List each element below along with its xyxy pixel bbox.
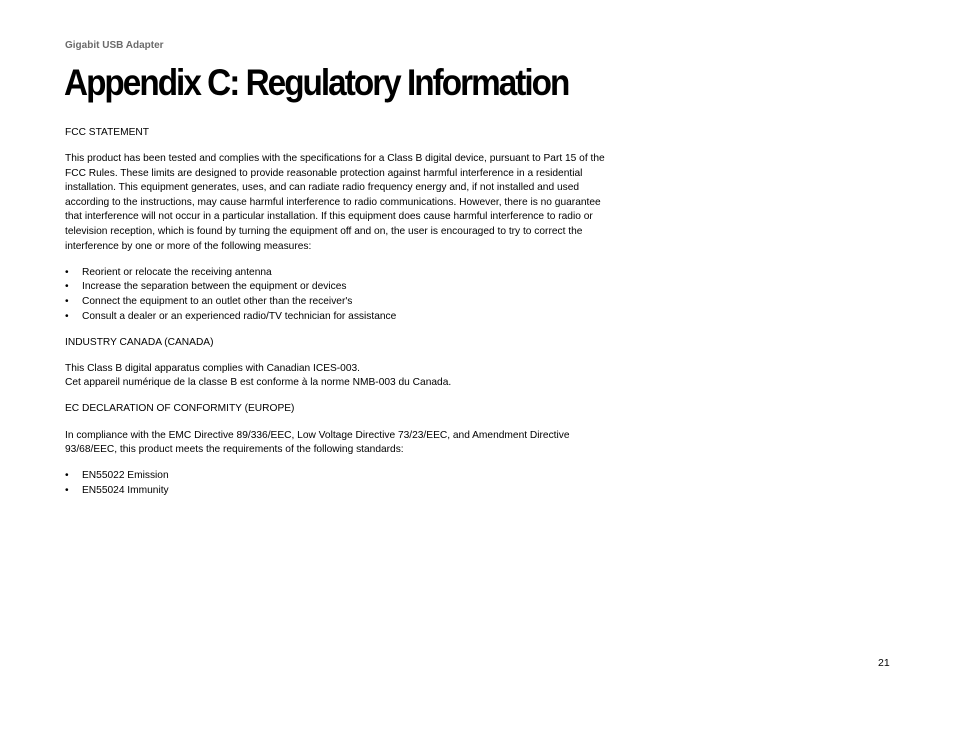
- list-item-text: EN55024 Immunity: [82, 484, 169, 496]
- list-item: [65, 295, 605, 310]
- list-item-text: EN55022 Emission: [82, 470, 169, 482]
- page-content: [65, 126, 605, 510]
- canada-french-line: Cet appareil numérique de la classe B est conforme à la norme NMB-003 du Canada.: [65, 377, 452, 389]
- canada-english-line: This Class B digital apparatus complies with Canadian ICES-003.: [65, 362, 361, 374]
- list-item: [65, 280, 605, 295]
- fcc-body: This product has been tested and complies with the specifications for a Class B digital device, pursuant to Part 15 of the FCC Rules. These limits are designed to provide reasonable protection against harmful interference in a residential installation. This equipment generates, uses, and can radiate radio frequency energy and, if not installed and used according to the instructions, may cause harmful interference to radio communications. However, there is no guarantee that interference will not occur in a particular installation. If this equipment does cause harmful interference to radio or television reception, which is found by turning the equipment off and on, the user is encouraged to try to correct the interference by one or more of the following measures:: [65, 153, 605, 252]
- bullet: •: [65, 310, 69, 322]
- list-item-text: Consult a dealer or an experienced radio/TV technician for assistance: [82, 310, 397, 322]
- bullet: •: [65, 295, 69, 307]
- list-item-text: Increase the separation between the equipment or devices: [82, 281, 347, 293]
- bullet: •: [65, 281, 69, 293]
- bullet: •: [65, 470, 69, 482]
- running-head: Gigabit USB Adapter: [65, 40, 164, 51]
- list-item-text: Reorient or relocate the receiving antenna: [82, 266, 272, 278]
- list-item-text: Connect the equipment to an outlet other than the receiver's: [82, 295, 353, 307]
- ec-heading: EC DECLARATION OF CONFORMITY (EUROPE): [65, 403, 295, 415]
- canada-body: [65, 362, 605, 391]
- list-item: [65, 469, 605, 484]
- ec-standards-list: [65, 469, 605, 498]
- canada-heading: INDUSTRY CANADA (CANADA): [65, 336, 214, 348]
- ec-body: In compliance with the EMC Directive 89/336/EEC, Low Voltage Directive 73/23/EEC, and Amendment Directive 93/68/EEC, this product meets the requirements of the following standards:: [65, 429, 570, 456]
- list-item: [65, 266, 605, 281]
- fcc-measures-list: [65, 266, 605, 324]
- bullet: •: [65, 484, 69, 496]
- page-title: Appendix C: Regulatory Information: [64, 62, 569, 103]
- fcc-heading: FCC STATEMENT: [65, 127, 149, 138]
- list-item: [65, 484, 605, 499]
- bullet: •: [65, 266, 69, 278]
- list-item: [65, 310, 605, 325]
- page-number: 21: [878, 657, 890, 669]
